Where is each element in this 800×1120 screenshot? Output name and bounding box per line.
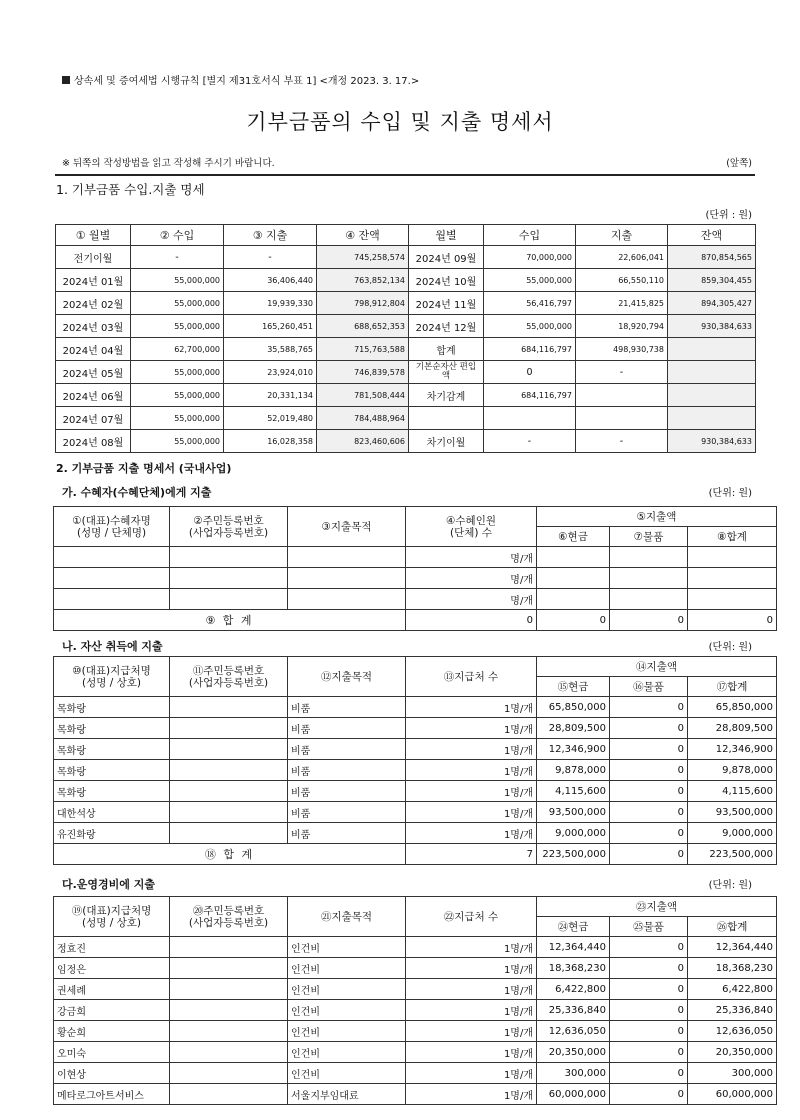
- cell-sum: 25,336,840: [688, 1000, 777, 1021]
- cell-purpose: 인건비: [288, 958, 406, 979]
- cell-sum: 6,422,800: [688, 979, 777, 1000]
- cell-name: 권세례: [54, 979, 170, 1000]
- partB-title: 나. 자산 취득에 지출: [62, 640, 163, 653]
- cell-expense: 23,924,010: [224, 361, 317, 384]
- cell-month: 2024년 03월: [56, 315, 131, 338]
- cell-expense-2: 498,930,738: [576, 338, 668, 361]
- cell-goods: 0: [610, 958, 688, 979]
- cell-id: [170, 739, 288, 760]
- partA-header-cash: ⑥현금: [537, 527, 610, 547]
- cell-expense: 36,406,440: [224, 269, 317, 292]
- partA-header-sum: ⑧합계: [688, 527, 777, 547]
- cell-cash: 28,809,500: [537, 718, 610, 739]
- cell-expense-2: 66,550,110: [576, 269, 668, 292]
- cell-balance: 823,460,606: [317, 430, 409, 453]
- cell-purpose: 인건비: [288, 937, 406, 958]
- header-income-2: 수입: [484, 225, 576, 246]
- cell-sum: 20,350,000: [688, 1042, 777, 1063]
- cell-name: 메타로그아트서비스: [54, 1084, 170, 1105]
- cell-count: 1명/개: [406, 718, 537, 739]
- partA-total-sum: 0: [688, 610, 777, 631]
- cell-month: 전기이월: [56, 246, 131, 269]
- partC-header-goods: ㉕물품: [610, 917, 688, 937]
- cell-income: 55,000,000: [131, 430, 224, 453]
- cell-sum: 28,809,500: [688, 718, 777, 739]
- cell-goods: 0: [610, 718, 688, 739]
- partC-table: [53, 896, 777, 1105]
- partC-header-row: [54, 897, 777, 917]
- cell-sum: 4,115,600: [688, 781, 777, 802]
- cell-count: 1명/개: [406, 1063, 537, 1084]
- cell-id: [170, 697, 288, 718]
- cell-name: 이현상: [54, 1063, 170, 1084]
- partB-total-goods: 0: [610, 844, 688, 865]
- cell-income: 55,000,000: [131, 315, 224, 338]
- partA-total-count: 0: [406, 610, 537, 631]
- cell-cash: 20,350,000: [537, 1042, 610, 1063]
- cell-cash: 12,346,900: [537, 739, 610, 760]
- partC-header-cash: ㉔현금: [537, 917, 610, 937]
- cell-sum: 65,850,000: [688, 697, 777, 718]
- cell-id: [170, 1021, 288, 1042]
- cell-balance: 784,488,964: [317, 407, 409, 430]
- table-row: [54, 1084, 777, 1105]
- cell-expense: 52,019,480: [224, 407, 317, 430]
- cell-count: 1명/개: [406, 823, 537, 844]
- cell-expense: 165,260,451: [224, 315, 317, 338]
- partB-header-count: ⑬지급처 수: [406, 657, 537, 697]
- header-month-2: 월별: [409, 225, 484, 246]
- cell-id: [170, 568, 288, 589]
- partC-header-name: ⑲(대표)지급처명 (성명 / 상호): [54, 897, 170, 937]
- cell-income: -: [131, 246, 224, 269]
- table-row: [54, 589, 777, 610]
- partA-total-row: [54, 610, 777, 631]
- cell-month: 2024년 08월: [56, 430, 131, 453]
- cell-name: [54, 568, 170, 589]
- cell-balance-2: 930,384,633: [668, 315, 756, 338]
- cell-total-label: 합계: [409, 338, 484, 361]
- cell-id: [170, 802, 288, 823]
- cell-month: 2024년 07월: [56, 407, 131, 430]
- table-row: [54, 958, 777, 979]
- cell-goods: 0: [610, 937, 688, 958]
- cell-count: 1명/개: [406, 937, 537, 958]
- cell-count: 1명/개: [406, 979, 537, 1000]
- cell-purpose: 인건비: [288, 1063, 406, 1084]
- partC-header-count: ㉒지급처 수: [406, 897, 537, 937]
- instruction-note: ※ 뒤쪽의 작성방법을 읽고 작성해 주시기 바랍니다.: [62, 158, 275, 169]
- cell-balance: 688,652,353: [317, 315, 409, 338]
- cell-sum: 12,346,900: [688, 739, 777, 760]
- partA-title: 가. 수혜자(수혜단체)에게 지출: [62, 486, 212, 499]
- cell-cash: 60,000,000: [537, 1084, 610, 1105]
- cell-purpose: 비품: [288, 718, 406, 739]
- cell-goods: 0: [610, 979, 688, 1000]
- cell-month: 2024년 04월: [56, 338, 131, 361]
- cell-expense-2: [576, 384, 668, 407]
- cell-balance-2: [668, 384, 756, 407]
- cell-cash: 18,368,230: [537, 958, 610, 979]
- cell-income-2: 56,416,797: [484, 292, 576, 315]
- cell-goods: [610, 547, 688, 568]
- cell-cash: 300,000: [537, 1063, 610, 1084]
- cell-count: 1명/개: [406, 760, 537, 781]
- section2-title: 2. 기부금품 지출 명세서 (국내사업): [56, 462, 232, 475]
- cell-purpose: 비품: [288, 739, 406, 760]
- table-row: [56, 315, 756, 338]
- cell-cash: 12,636,050: [537, 1021, 610, 1042]
- partB-total-sum: 223,500,000: [688, 844, 777, 865]
- cell-name: 정효진: [54, 937, 170, 958]
- cell-count: 명/개: [406, 547, 537, 568]
- cell-cash: [537, 547, 610, 568]
- partB-total-cash: 223,500,000: [537, 844, 610, 865]
- partA-header-purpose: ③지출목적: [288, 507, 406, 547]
- cell-purpose: 인건비: [288, 979, 406, 1000]
- square-bullet-icon: [62, 76, 70, 84]
- cell-balance-2: 930,384,633: [668, 430, 756, 453]
- cell-goods: 0: [610, 1021, 688, 1042]
- cell-id: [170, 547, 288, 568]
- cell-count: 1명/개: [406, 802, 537, 823]
- cell-sum: 60,000,000: [688, 1084, 777, 1105]
- partB-total-row: [54, 844, 777, 865]
- cell-expense-2: 22,606,041: [576, 246, 668, 269]
- cell-sum: 93,500,000: [688, 802, 777, 823]
- cell-cash: 12,364,440: [537, 937, 610, 958]
- income-expense-header-row: [56, 225, 756, 246]
- cell-income-2: 55,000,000: [484, 269, 576, 292]
- cell-income: 55,000,000: [131, 361, 224, 384]
- cell-income-2: 684,116,797: [484, 384, 576, 407]
- cell-id: [170, 589, 288, 610]
- cell-sum: [688, 547, 777, 568]
- cell-name: [54, 589, 170, 610]
- cell-expense: 16,028,358: [224, 430, 317, 453]
- cell-sum: [688, 589, 777, 610]
- cell-expense-2: [576, 407, 668, 430]
- cell-id: [170, 760, 288, 781]
- cell-month-2: [409, 407, 484, 430]
- cell-month-2: 2024년 09월: [409, 246, 484, 269]
- cell-net-asset-label: 기본순자산 편입액: [409, 361, 484, 384]
- cell-goods: 0: [610, 781, 688, 802]
- cell-purpose: 인건비: [288, 1021, 406, 1042]
- cell-balance: 763,852,134: [317, 269, 409, 292]
- cell-name: 강금희: [54, 1000, 170, 1021]
- cell-goods: 0: [610, 1000, 688, 1021]
- cell-cash: [537, 589, 610, 610]
- cell-month: 2024년 06월: [56, 384, 131, 407]
- table-row: [54, 823, 777, 844]
- cell-balance-2: 870,854,565: [668, 246, 756, 269]
- partA-header-goods: ⑦물품: [610, 527, 688, 547]
- cell-income-2: 55,000,000: [484, 315, 576, 338]
- cell-balance: 715,763,588: [317, 338, 409, 361]
- partB-header-goods: ⑯물품: [610, 677, 688, 697]
- cell-balance-2: 894,305,427: [668, 292, 756, 315]
- cell-sum: 12,636,050: [688, 1021, 777, 1042]
- cell-income: 55,000,000: [131, 269, 224, 292]
- cell-name: 목화랑: [54, 697, 170, 718]
- table-row: [54, 1042, 777, 1063]
- document-title: 기부금품의 수입 및 지출 명세서: [246, 110, 554, 134]
- cell-count: 1명/개: [406, 1084, 537, 1105]
- cell-sum: 300,000: [688, 1063, 777, 1084]
- table-row: [54, 547, 777, 568]
- cell-name: 황순희: [54, 1021, 170, 1042]
- header-balance-2: 잔액: [668, 225, 756, 246]
- partB-header-purpose: ⑫지출목적: [288, 657, 406, 697]
- cell-balance: 798,912,804: [317, 292, 409, 315]
- cell-income-2: 0: [484, 361, 576, 384]
- partC-header-purpose: ㉑지출목적: [288, 897, 406, 937]
- cell-id: [170, 781, 288, 802]
- partC-unit: (단위: 원): [708, 880, 752, 891]
- cell-month: 2024년 01월: [56, 269, 131, 292]
- cell-balance-2: [668, 361, 756, 384]
- cell-purpose: 비품: [288, 760, 406, 781]
- partC-title: 다.운영경비에 지출: [62, 878, 156, 891]
- cell-purpose: 서울지부임대료: [288, 1084, 406, 1105]
- cell-balance: 746,839,578: [317, 361, 409, 384]
- cell-cash: 6,422,800: [537, 979, 610, 1000]
- cell-cash: 65,850,000: [537, 697, 610, 718]
- cell-balance: 745,258,574: [317, 246, 409, 269]
- table-row: [56, 338, 756, 361]
- cell-name: 임정은: [54, 958, 170, 979]
- cell-month-2: 2024년 11월: [409, 292, 484, 315]
- table-row: [56, 269, 756, 292]
- partA-total-goods: 0: [610, 610, 688, 631]
- partC-header-sum: ㉖합계: [688, 917, 777, 937]
- table-row: [54, 781, 777, 802]
- cell-sum: 9,000,000: [688, 823, 777, 844]
- partA-header-name: ①(대표)수혜자명 (성명 / 단체명): [54, 507, 170, 547]
- partA-total-label: ⑨ 합 계: [54, 610, 406, 631]
- cell-cash: 93,500,000: [537, 802, 610, 823]
- cell-sum: [688, 568, 777, 589]
- cell-income: 55,000,000: [131, 407, 224, 430]
- table-row: [54, 1063, 777, 1084]
- cell-name: 목화랑: [54, 781, 170, 802]
- cell-goods: [610, 589, 688, 610]
- cell-goods: 0: [610, 1063, 688, 1084]
- header-expense-2: 지출: [576, 225, 668, 246]
- cell-income: 55,000,000: [131, 384, 224, 407]
- partA-table: [53, 506, 777, 631]
- cell-expense: 35,588,765: [224, 338, 317, 361]
- cell-expense-2: -: [576, 361, 668, 384]
- cell-goods: 0: [610, 739, 688, 760]
- cell-expense: 19,939,330: [224, 292, 317, 315]
- cell-income: 62,700,000: [131, 338, 224, 361]
- header-income: ② 수입: [131, 225, 224, 246]
- cell-month: 2024년 02월: [56, 292, 131, 315]
- partB-header-cash: ⑮현금: [537, 677, 610, 697]
- cell-goods: 0: [610, 760, 688, 781]
- cell-name: 목화랑: [54, 760, 170, 781]
- cell-purpose: 비품: [288, 781, 406, 802]
- cell-count: 1명/개: [406, 958, 537, 979]
- cell-id: [170, 1042, 288, 1063]
- cell-count: 명/개: [406, 568, 537, 589]
- cell-sum: 9,878,000: [688, 760, 777, 781]
- partB-header-amount: ⑭지출액: [537, 657, 777, 677]
- table-row: [54, 1000, 777, 1021]
- cell-id: [170, 979, 288, 1000]
- cell-cash: 9,000,000: [537, 823, 610, 844]
- partA-header-amount: ⑤지출액: [537, 507, 777, 527]
- table-row: [56, 407, 756, 430]
- cell-cash: [537, 568, 610, 589]
- partB-table: [53, 656, 777, 865]
- cell-expense-2: -: [576, 430, 668, 453]
- cell-purpose: 인건비: [288, 1000, 406, 1021]
- cell-income-2: -: [484, 430, 576, 453]
- partB-header-sum: ⑰합계: [688, 677, 777, 697]
- cell-count: 1명/개: [406, 1000, 537, 1021]
- cell-month: 2024년 05월: [56, 361, 131, 384]
- partB-header-row: [54, 657, 777, 677]
- regulation-note: [62, 72, 419, 87]
- cell-count: 1명/개: [406, 1042, 537, 1063]
- cell-deduction-label: 차기감계: [409, 384, 484, 407]
- partA-header-count: ④수혜인원 (단체) 수: [406, 507, 537, 547]
- cell-name: 목화랑: [54, 739, 170, 760]
- partB-unit: (단위: 원): [708, 642, 752, 653]
- cell-balance-2: 859,304,455: [668, 269, 756, 292]
- table-row: [56, 361, 756, 384]
- cell-goods: [610, 568, 688, 589]
- cell-expense-2: 21,415,825: [576, 292, 668, 315]
- page-side-label: (앞쪽): [726, 158, 752, 169]
- table-row: [54, 697, 777, 718]
- table-row: [54, 760, 777, 781]
- cell-balance-2: [668, 338, 756, 361]
- cell-cash: 25,336,840: [537, 1000, 610, 1021]
- partA-unit: (단위: 원): [708, 488, 752, 499]
- cell-goods: 0: [610, 802, 688, 823]
- cell-goods: 0: [610, 1084, 688, 1105]
- partC-header-id: ⑳주민등록번호 (사업자등록번호): [170, 897, 288, 937]
- cell-purpose: [288, 547, 406, 568]
- table-row: [54, 979, 777, 1000]
- cell-purpose: [288, 589, 406, 610]
- cell-count: 1명/개: [406, 697, 537, 718]
- table-row: [54, 1021, 777, 1042]
- table-row: [56, 384, 756, 407]
- cell-carryover-label: 차기이월: [409, 430, 484, 453]
- cell-purpose: 비품: [288, 823, 406, 844]
- cell-name: 유진화랑: [54, 823, 170, 844]
- table-row: [56, 246, 756, 269]
- cell-cash: 9,878,000: [537, 760, 610, 781]
- cell-goods: 0: [610, 1042, 688, 1063]
- cell-income-2: [484, 407, 576, 430]
- cell-month-2: 2024년 10월: [409, 269, 484, 292]
- table-row: [54, 937, 777, 958]
- cell-purpose: 인건비: [288, 1042, 406, 1063]
- cell-id: [170, 718, 288, 739]
- table-row: [56, 430, 756, 453]
- cell-id: [170, 1084, 288, 1105]
- cell-purpose: [288, 568, 406, 589]
- partC-header-amount: ㉓지출액: [537, 897, 777, 917]
- regulation-text: 상속세 및 증여세법 시행규칙 [별지 제31호서식 부표 1] <개정 2023. 3. 17.>: [74, 76, 420, 87]
- cell-purpose: 비품: [288, 802, 406, 823]
- cell-sum: 18,368,230: [688, 958, 777, 979]
- cell-count: 1명/개: [406, 1021, 537, 1042]
- cell-count: 명/개: [406, 589, 537, 610]
- table-row: [54, 718, 777, 739]
- cell-month-2: 2024년 12월: [409, 315, 484, 338]
- cell-name: 대한석상: [54, 802, 170, 823]
- cell-expense: 20,331,134: [224, 384, 317, 407]
- cell-name: 오미숙: [54, 1042, 170, 1063]
- partB-total-count: 7: [406, 844, 537, 865]
- cell-balance: 781,508,444: [317, 384, 409, 407]
- table-row: [54, 802, 777, 823]
- cell-goods: 0: [610, 823, 688, 844]
- section1-unit: (단위 : 원): [705, 210, 752, 221]
- cell-goods: 0: [610, 697, 688, 718]
- header-month: ① 월별: [56, 225, 131, 246]
- partB-total-label: ⑱ 합 계: [54, 844, 406, 865]
- cell-id: [170, 958, 288, 979]
- cell-id: [170, 823, 288, 844]
- cell-expense: -: [224, 246, 317, 269]
- partB-header-name: ⑩(대표)지급처명 (성명 / 상호): [54, 657, 170, 697]
- partA-total-cash: 0: [537, 610, 610, 631]
- section1-title: 1. 기부금품 수입.지출 명세: [56, 182, 205, 197]
- cell-income-2: 684,116,797: [484, 338, 576, 361]
- partA-header-id: ②주민등록번호 (사업자등록번호): [170, 507, 288, 547]
- income-expense-table: [55, 224, 756, 453]
- cell-purpose: 비품: [288, 697, 406, 718]
- cell-income-2: 70,000,000: [484, 246, 576, 269]
- cell-id: [170, 937, 288, 958]
- table-row: [56, 292, 756, 315]
- cell-count: 1명/개: [406, 739, 537, 760]
- header-divider: [55, 174, 755, 176]
- cell-id: [170, 1000, 288, 1021]
- table-row: [54, 739, 777, 760]
- cell-sum: 12,364,440: [688, 937, 777, 958]
- cell-balance-2: [668, 407, 756, 430]
- header-expense: ③ 지출: [224, 225, 317, 246]
- cell-id: [170, 1063, 288, 1084]
- cell-name: 목화랑: [54, 718, 170, 739]
- cell-expense-2: 18,920,794: [576, 315, 668, 338]
- header-balance: ④ 잔액: [317, 225, 409, 246]
- table-row: [54, 568, 777, 589]
- cell-name: [54, 547, 170, 568]
- cell-income: 55,000,000: [131, 292, 224, 315]
- cell-count: 1명/개: [406, 781, 537, 802]
- partA-header-row: [54, 507, 777, 527]
- cell-cash: 4,115,600: [537, 781, 610, 802]
- partB-header-id: ⑪주민등록번호 (사업자등록번호): [170, 657, 288, 697]
